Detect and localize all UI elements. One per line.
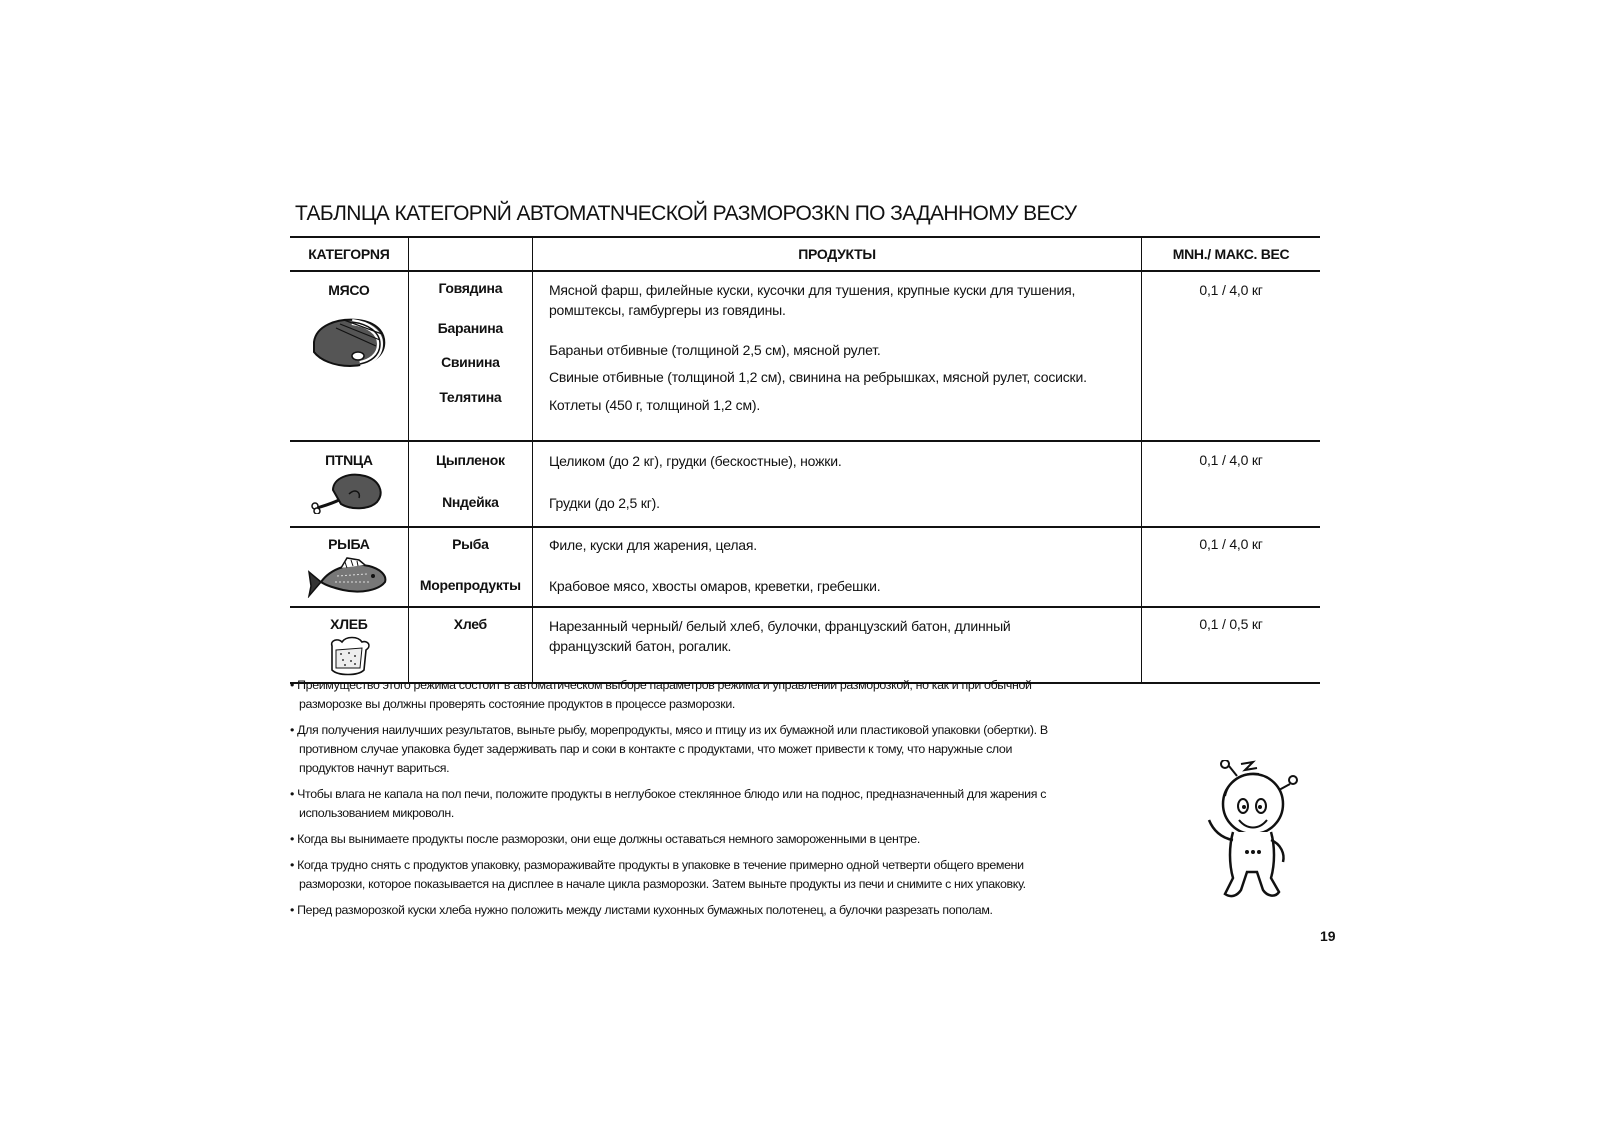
weight-cell — [1142, 607, 1320, 683]
subcategory-cell — [408, 271, 532, 441]
header-category: КАТЕГОРNЯ — [290, 237, 408, 271]
product-text: Филе, куски для жарения, целая. — [548, 537, 757, 553]
subcategory-label: Свинина — [441, 354, 500, 370]
products-cell — [532, 607, 1141, 683]
products-cell — [532, 441, 1141, 527]
subcategory-cell — [408, 527, 532, 607]
header-subcategory — [408, 237, 532, 271]
subcategory-cell — [408, 441, 532, 527]
note-item — [290, 830, 1140, 849]
poultry-icon — [309, 470, 389, 514]
product-text: Мясной фарш, филейные куски, кусочки для тушения, крупные куски для тушения, — [548, 282, 1076, 298]
table-row-bread — [290, 607, 1320, 683]
category-label: ПТNЦА — [325, 452, 373, 468]
header-products: ПРОДУКТЫ — [532, 237, 1141, 271]
weight-value: 0,1 / 4,0 кг — [1199, 452, 1263, 468]
category-cell — [290, 607, 408, 683]
subcategory-cell — [408, 607, 532, 683]
weight-cell — [1142, 441, 1320, 527]
defrost-table — [290, 236, 1320, 684]
chef-mascot-icon — [1195, 760, 1315, 910]
subcategory-label: Рыба — [452, 536, 489, 552]
fish-icon — [307, 552, 391, 598]
meat-icon — [306, 312, 392, 374]
products-cell — [532, 527, 1141, 607]
subcategory-label: Говядина — [438, 280, 503, 296]
table-row-meat — [290, 271, 1320, 441]
note-item — [290, 785, 1140, 823]
products-cell — [532, 271, 1141, 441]
note-line: Когда трудно снять с продуктов упаковку, размораживайте продукты в упаковке в течение примерно одной четверти общего времени — [297, 858, 1024, 872]
page-number: 19 — [1320, 928, 1336, 944]
subcategory-label: Хлеб — [453, 616, 487, 632]
subcategory-label: Nндейка — [442, 494, 499, 510]
notes-list — [290, 676, 1140, 927]
product-text: ромштексы, гамбургеры из говядины. — [548, 302, 786, 318]
product-text: Целиком (до 2 кг), грудки (бескостные), ножки. — [548, 453, 842, 469]
table-header-row — [290, 237, 1320, 271]
note-line: Перед разморозкой куски хлеба нужно положить между листами кухонных бумажных полотенец, а булочки разрезать пополам. — [297, 903, 993, 917]
category-cell — [290, 271, 408, 441]
note-line: разморозке вы должны проверять состояние продуктов в процессе разморозки. — [299, 697, 735, 711]
note-item — [290, 721, 1140, 778]
subcategory-label: Морепродукты — [419, 577, 521, 593]
product-text: Свиные отбивные (толщиной 1,2 см), свинина на ребрышках, мясной рулет, сосиски. — [548, 369, 1087, 385]
category-label: ХЛЕБ — [330, 616, 368, 632]
product-text: Бараньи отбивные (толщиной 2,5 см), мясной рулет. — [548, 342, 881, 358]
bread-icon — [324, 634, 374, 678]
product-text: Грудки (до 2,5 кг). — [548, 495, 660, 511]
header-weight: MNH./ МАКС. ВЕС — [1142, 237, 1320, 271]
category-label: МЯСО — [328, 282, 370, 298]
note-line: Преимущество этого режима состоит в автоматическом выборе параметров режима и управлении разморозкой, но как и при обычной — [297, 678, 1032, 692]
product-text: французский батон, рогалик. — [548, 638, 732, 654]
category-cell — [290, 527, 408, 607]
note-line: Когда вы вынимаете продукты после разморозки, они еще должны оставаться немного замороженными в центре. — [297, 832, 920, 846]
subcategory-label: Цыпленок — [435, 452, 505, 468]
note-item — [290, 856, 1140, 894]
product-text: Крабовое мясо, хвосты омаров, креветки, гребешки. — [548, 578, 881, 594]
note-line: разморозки, которое показывается на дисплее в начале цикла разморозки. Затем выньте продукты из печи и снимите с них упаковку. — [299, 877, 1026, 891]
note-line: использованием микроволн. — [299, 806, 454, 820]
weight-value: 0,1 / 0,5 кг — [1199, 616, 1263, 632]
table-row-fish — [290, 527, 1320, 607]
note-line: Чтобы влага не капала на пол печи, положите продукты в неглубокое стеклянное блюдо или на поднос, предназначенный для жарения с — [297, 787, 1047, 801]
product-text: Котлеты (450 г, толщиной 1,2 см). — [548, 397, 761, 413]
weight-cell — [1142, 271, 1320, 441]
note-item — [290, 901, 1140, 920]
subcategory-label: Телятина — [439, 389, 502, 405]
note-line: продуктов начнут вариться. — [299, 761, 450, 775]
note-line: Для получения наилучших результатов, выньте рыбу, морепродукты, мясо и птицу из их бумажной или пластиковой упаковки (обертки). В — [297, 723, 1048, 737]
weight-value: 0,1 / 4,0 кг — [1199, 282, 1263, 298]
note-line: противном случае упаковка будет задерживать пар и соки в контакте с продуктами, что может привести к тому, что наружные слои — [299, 742, 1013, 756]
product-text: Нарезанный черный/ белый хлеб, булочки, французский батон, длинный — [548, 618, 1011, 634]
category-cell — [290, 441, 408, 527]
category-label: РЫБА — [328, 536, 370, 552]
note-item — [290, 676, 1140, 714]
table-row-poultry — [290, 441, 1320, 527]
weight-cell — [1142, 527, 1320, 607]
subcategory-label: Баранина — [437, 320, 503, 336]
weight-value: 0,1 / 4,0 кг — [1199, 536, 1263, 552]
page-title: ТАБЛNЦА КАТЕГОРNЙ АВТОМАТNЧЕСКОЙ РАЗМОРОЗКN ПО ЗАДАННОМУ ВЕСУ — [295, 202, 1077, 225]
